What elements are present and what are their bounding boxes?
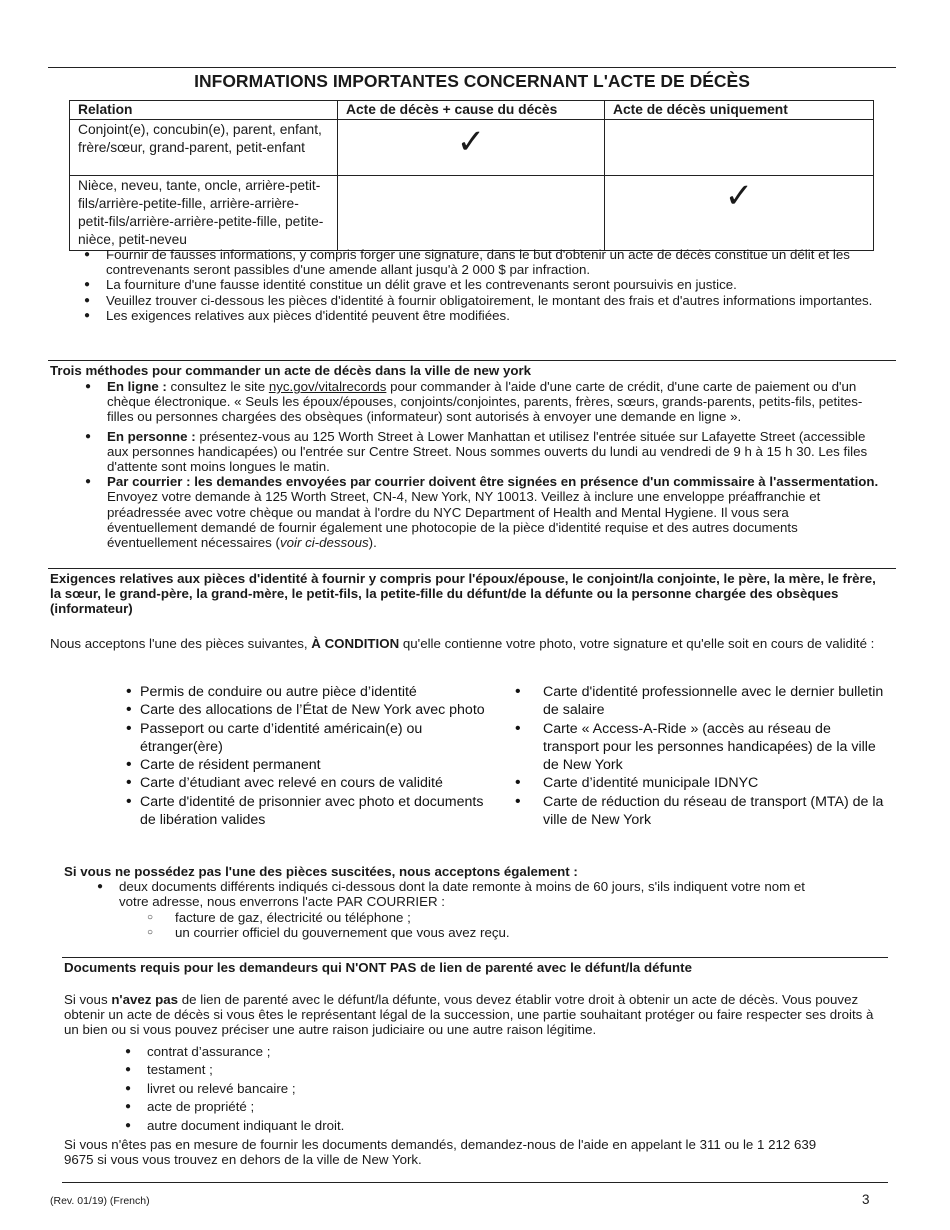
list-item: • Permis de conduire ou autre pièce d’identité [140, 683, 490, 701]
vitalrecords-link[interactable]: nyc.gov/vitalrecords [268, 379, 387, 394]
paragraph-emphasis: À CONDITION [311, 636, 400, 651]
accept-paragraph [50, 636, 895, 651]
method-online [107, 379, 882, 425]
top-rule [48, 67, 896, 68]
list-item: • Carte d'identité professionnelle avec le dernier bulletin de salaire [543, 683, 888, 720]
method-mail [107, 474, 882, 550]
list-item: ● deux documents différents indiqués ci-dessous dont la date remonte à moins de 60 jours, s'ils indiquent votre nom et votre adresse, nous enverrons l'acte PAR COURRIER : [119, 879, 809, 909]
method-label: En ligne : [107, 379, 167, 394]
methods-heading: Trois méthodes pour commander un acte de décès dans la ville de new york [50, 363, 532, 378]
checkmark-icon: ✓ [456, 123, 486, 161]
notes-list [106, 247, 878, 323]
table-cell-relation: Conjoint(e), concubin(e), parent, enfant, frère/sœur, grand-parent, petit-enfant [70, 120, 338, 176]
checkmark-icon: ✓ [724, 177, 754, 215]
paragraph-text: de lien de parenté avec le défunt/la défunte, vous devez établir votre droit à obtenir un acte de décès. Vous pouvez obtenir un acte de décès si vous êtes le représentant légal de la succession, une partie souhaitant protéger ou faire respecter ses droits à un bien ou si vous pouvez préciser une autre raison judiciaire ou une autre raison légitime. [64, 992, 874, 1038]
revision-label: (Rev. 01/19) (French) [50, 1195, 150, 1207]
paragraph-text: Nous acceptons l'une des pièces suivantes, [50, 636, 308, 651]
table-header-row [70, 101, 874, 120]
list-item: ● testament ; [147, 1061, 647, 1079]
no-relation-paragraph [64, 992, 884, 1038]
list-item: • Passeport ou carte d’identité américain(e) ou étranger(ère) [140, 720, 490, 757]
list-item: ● livret ou relevé bancaire ; [147, 1080, 647, 1098]
table-cell [605, 120, 874, 176]
list-item: ● contrat d’assurance ; [147, 1043, 647, 1061]
list-item: • Carte de réduction du réseau de transport (MTA) de la ville de New York [543, 793, 888, 830]
paragraph-text: qu'elle contienne votre photo, votre signature et qu'elle soit en cours de validité : [402, 636, 875, 651]
paragraph-text: Si vous [64, 992, 108, 1007]
table-row [70, 120, 874, 176]
list-item: • Carte d'identité de prisonnier avec photo et documents de libération valides [140, 793, 490, 830]
list-item: ● La fourniture d'une fausse identité constitue un délit grave et les contrevenants seront poursuivis en justice. [106, 277, 878, 292]
method-text: ). [368, 535, 377, 551]
section-rule [48, 360, 896, 361]
alternative-list [119, 879, 809, 909]
table-cell [338, 176, 605, 251]
list-item: ○ un courrier officiel du gouvernement que vous avez reçu. [175, 925, 775, 940]
method-text: pour commander à l'aide d'une carte de crédit, d'une carte de paiement ou d'un chèque électronique. « Seuls les époux/épouses, conjoints/conjointes, parents, frères, sœurs, grands-parents, petits-fils, petites-filles ou personnes chargées des obsèques (informateur) sont autorisés à envoyer une demande en ligne ». [107, 379, 863, 425]
list-item: • Carte d’identité municipale IDNYC [543, 774, 888, 792]
page-title: INFORMATIONS IMPORTANTES CONCERNANT L'ACTE DE DÉCÈS [194, 71, 750, 91]
method-text: consultez le site [170, 379, 266, 394]
method-label: En personne : [107, 428, 196, 444]
method-text: présentez-vous au 125 Worth Street à Lower Manhattan et utilisez l'entrée située sur Lafayette Street (accessible aux personnes handicapées) ou l'entrée sur Centre Street. Nous sommes ouverts du lundi au vendredi de 9 h à 15 h 30. Les files d'attente sont moins longues le matin. [107, 428, 868, 475]
table-row [70, 176, 874, 251]
section-rule [48, 568, 896, 569]
table-header: Relation [70, 101, 338, 120]
id-list-right [543, 683, 888, 829]
list-item: • Carte des allocations de l’État de New York avec photo [140, 701, 490, 719]
method-label: Par courrier : les demandes envoyées par courrier doivent être signées en présence d'un commissaire à l'assermentation. [107, 474, 879, 490]
list-item: ● autre document indiquant le droit. [147, 1117, 647, 1135]
table-cell [338, 120, 605, 176]
list-item: ○ facture de gaz, électricité ou téléphone ; [175, 910, 775, 925]
help-paragraph: Si vous n'êtes pas en mesure de fournir les documents demandés, demandez-nous de l'aide en appelant le 311 ou le 1 212 639 9675 si vous vous trouvez en dehors de la ville de New York. [64, 1137, 817, 1168]
list-item: • Carte d’étudiant avec relevé en cours de validité [140, 774, 490, 792]
table-header: Acte de décès uniquement [605, 101, 874, 120]
list-item: ● Les exigences relatives aux pièces d'identité peuvent être modifiées. [106, 308, 878, 323]
no-relation-docs-list [147, 1043, 647, 1135]
no-relation-heading: Documents requis pour les demandeurs qui N'ONT PAS de lien de parenté avec le défunt/la défunte [64, 960, 692, 975]
list-item: ● acte de propriété ; [147, 1098, 647, 1116]
method-text-italic: voir ci-dessous [279, 535, 369, 551]
method-text: Envoyez votre demande à 125 Worth Street, CN-4, New York, NY 10013. Veillez à inclure une enveloppe préaffranchie et préadressée avec votre chèque ou mandat à l'ordre du NYC Department of Health and Mental Hygiene. Il vous sera éventuellement demandé de fournir également une photocopie de la pièce d'identité requise et des autres documents éventuellement nécessaires ( [107, 489, 821, 551]
list-item: ● Veuillez trouver ci-dessous les pièces d'identité à fournir obligatoirement, le montant des frais et d'autres informations importantes. [106, 293, 878, 308]
methods-list [107, 379, 882, 550]
table-header: Acte de décès + cause du décès [338, 101, 605, 120]
id-requirements-heading: Exigences relatives aux pièces d'identité à fournir y compris pour l'époux/épouse, le conjoint/la conjointe, le père, la mère, le frère, la sœur, le grand-père, la grand-mère, le petit-fils, la petite-fille du défunt/de la défunte ou la personne chargée des obsèques (informateur) [50, 571, 876, 617]
list-item: • Carte de résident permanent [140, 756, 490, 774]
table-cell-relation: Nièce, neveu, tante, oncle, arrière-petit-fils/arrière-petite-fille, arrière-arrière-petit-fils/arrière-arrière-petite-fille, petite-nièce, petit-neveu [70, 176, 338, 251]
id-list-left [140, 683, 490, 829]
relation-table [69, 100, 874, 251]
list-item: • Carte « Access-A-Ride » (accès au réseau de transport pour les personnes handicapées) de la ville de New York [543, 720, 888, 775]
alternative-sublist [175, 910, 775, 940]
alternative-heading: Si vous ne possédez pas l'une des pièces suscitées, nous acceptons également : [64, 864, 578, 879]
footer-rule [62, 1182, 888, 1183]
section-rule [62, 957, 888, 958]
page-number: 3 [862, 1192, 870, 1207]
list-item: ● Fournir de fausses informations, y compris forger une signature, dans le but d'obtenir un acte de décès constitue un délit et les contrevenants seront passibles d'une amende allant jusqu'à 2 000 $ par infraction. [106, 247, 878, 277]
method-in-person [107, 429, 882, 475]
table-cell [605, 176, 874, 251]
paragraph-emphasis: n'avez pas [111, 992, 179, 1007]
